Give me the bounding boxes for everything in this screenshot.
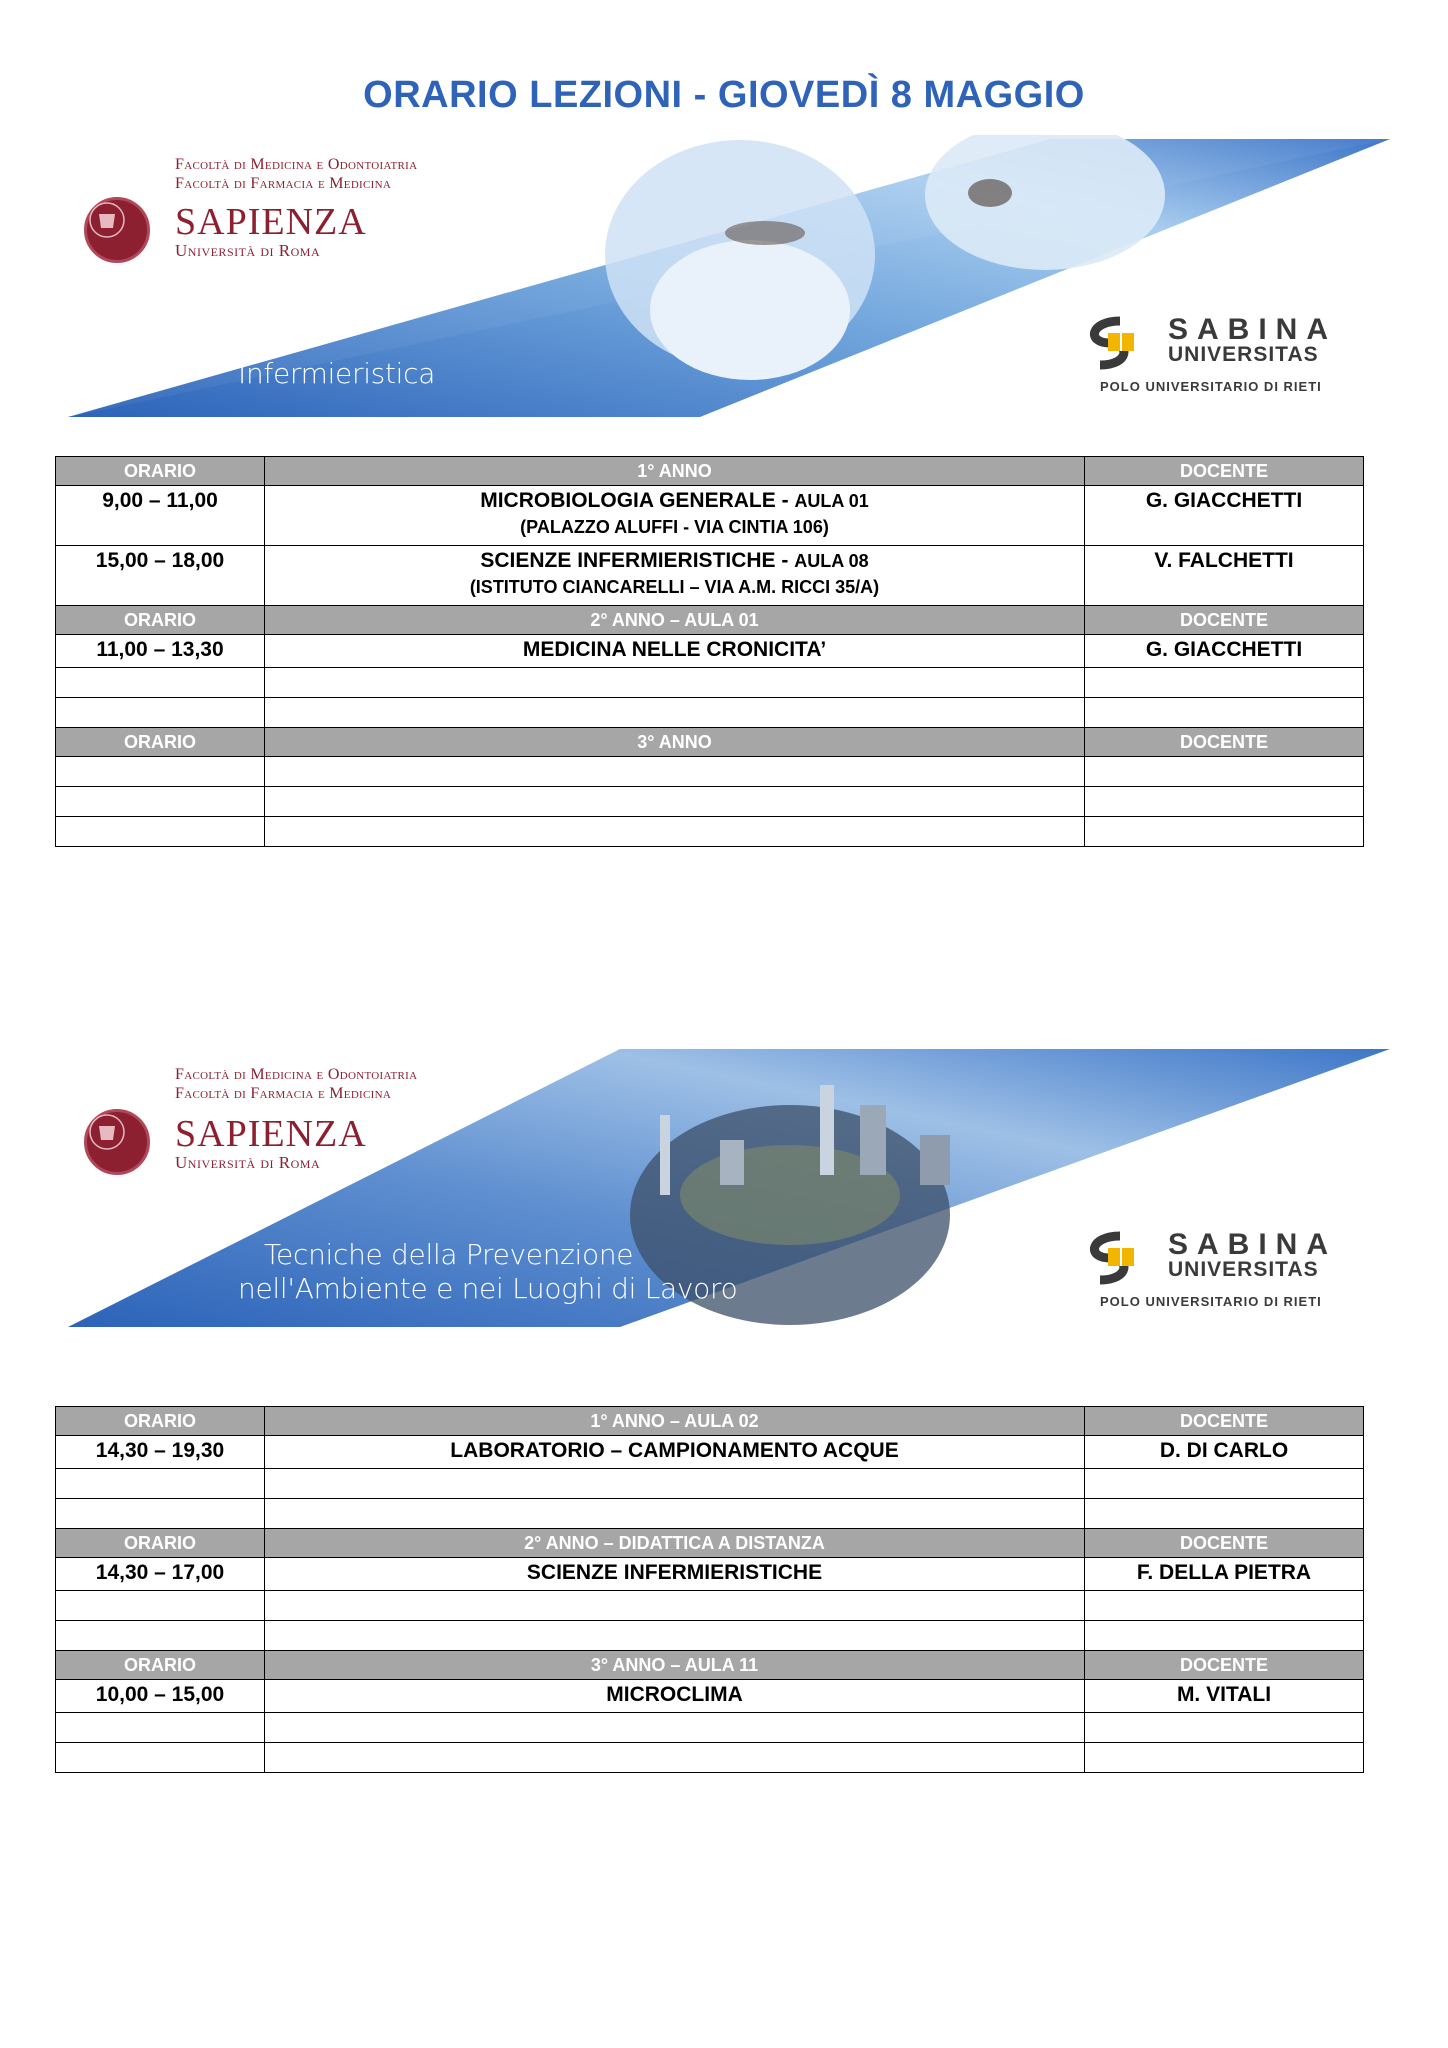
- header-orario: ORARIO: [56, 457, 265, 486]
- faculty-line-1: Facoltà di Medicina e Odontoiatria: [175, 156, 418, 173]
- course-line-2: nell'Ambiente e nei Luoghi di Lavoro: [238, 1272, 738, 1305]
- table-header-row: [56, 1651, 1364, 1680]
- sabina-subtitle: UNIVERSITAS: [1168, 343, 1319, 366]
- table-row: [56, 1558, 1364, 1591]
- table-row: [56, 1436, 1364, 1469]
- table-header-row: [56, 728, 1364, 757]
- table-header-row: [56, 606, 1364, 635]
- empty-row: [56, 1713, 1364, 1743]
- course-line-1: Infermieristica: [238, 357, 436, 390]
- sapienza-subtitle: Università di Roma: [175, 241, 321, 260]
- empty-row: [56, 1743, 1364, 1773]
- course-name: [238, 1238, 737, 1306]
- cell-time: 11,00 – 13,30: [56, 635, 265, 668]
- faculty-names: [175, 155, 417, 193]
- cell-course: [265, 486, 1085, 546]
- table-header-row: [56, 457, 1364, 486]
- header-orario: ORARIO: [56, 1651, 265, 1680]
- header-orario: ORARIO: [56, 728, 265, 757]
- header-year: 2° ANNO – AULA 01: [265, 606, 1085, 635]
- faculty-line-2: Facoltà di Farmacia e Medicina: [175, 1085, 392, 1102]
- empty-row: [56, 698, 1364, 728]
- course-title: SCIENZE INFERMIERISTICHE -: [480, 549, 789, 572]
- schedule-table-infermieristica: [55, 456, 1364, 847]
- table-row: [56, 546, 1364, 606]
- faculty-line-1: Facoltà di Medicina e Odontoiatria: [175, 1066, 418, 1083]
- banner-infermieristica: [60, 135, 1400, 421]
- header-orario: ORARIO: [56, 1407, 265, 1436]
- cell-teacher: D. DI CARLO: [1085, 1436, 1364, 1469]
- cell-teacher: M. VITALI: [1085, 1680, 1364, 1713]
- header-orario: ORARIO: [56, 1529, 265, 1558]
- header-orario: ORARIO: [56, 606, 265, 635]
- schedule-table-tecniche-prevenzione: [55, 1406, 1364, 1773]
- cell-course: MEDICINA NELLE CRONICITA’: [265, 635, 1085, 668]
- cell-teacher: G. GIACCHETTI: [1085, 635, 1364, 668]
- table-header-row: [56, 1529, 1364, 1558]
- cell-teacher: G. GIACCHETTI: [1085, 486, 1364, 546]
- table-row: [56, 486, 1364, 546]
- table-header-row: [56, 1407, 1364, 1436]
- course-location: (ISTITUTO CIANCARELLI – VIA A.M. RICCI 35/A): [469, 577, 880, 597]
- cell-teacher: V. FALCHETTI: [1085, 546, 1364, 606]
- cell-teacher: F. DELLA PIETRA: [1085, 1558, 1364, 1591]
- empty-row: [56, 1469, 1364, 1499]
- sabina-name: SABINA: [1168, 313, 1338, 346]
- empty-row: [56, 1591, 1364, 1621]
- empty-row: [56, 817, 1364, 847]
- page-title: ORARIO LEZIONI - GIOVEDÌ 8 MAGGIO: [363, 74, 1085, 116]
- cell-time: 9,00 – 11,00: [56, 486, 265, 546]
- sapienza-seal-icon: [84, 1109, 150, 1175]
- course-title: MICROBIOLOGIA GENERALE -: [480, 489, 789, 512]
- empty-row: [56, 1621, 1364, 1651]
- sapienza-name: SAPIENZA: [175, 1113, 367, 1155]
- empty-row: [56, 1499, 1364, 1529]
- header-year: 3° ANNO – AULA 11: [265, 1651, 1085, 1680]
- cell-time: 14,30 – 17,00: [56, 1558, 265, 1591]
- sapienza-subtitle: Università di Roma: [175, 1153, 321, 1172]
- faculty-line-2: Facoltà di Farmacia e Medicina: [175, 175, 392, 192]
- table-row: [56, 635, 1364, 668]
- cell-course: [265, 546, 1085, 606]
- empty-row: [56, 787, 1364, 817]
- course-location: (PALAZZO ALUFFI - VIA CINTIA 106): [520, 517, 829, 537]
- cell-time: 10,00 – 15,00: [56, 1680, 265, 1713]
- header-docente: DOCENTE: [1085, 457, 1364, 486]
- header-year: 1° ANNO – AULA 02: [265, 1407, 1085, 1436]
- cell-course: SCIENZE INFERMIERISTICHE: [265, 1558, 1085, 1591]
- table-row: [56, 1680, 1364, 1713]
- sabina-book-icon: [1080, 313, 1160, 373]
- cell-course: LABORATORIO – CAMPIONAMENTO ACQUE: [265, 1436, 1085, 1469]
- empty-row: [56, 757, 1364, 787]
- header-year: 1° ANNO: [265, 457, 1085, 486]
- header-docente: DOCENTE: [1085, 728, 1364, 757]
- sabina-polo: POLO UNIVERSITARIO DI RIETI: [1100, 1294, 1322, 1309]
- header-docente: DOCENTE: [1085, 1407, 1364, 1436]
- course-aula: AULA 08: [794, 551, 869, 571]
- course-name: [238, 357, 435, 391]
- header-year: 3° ANNO: [265, 728, 1085, 757]
- header-docente: DOCENTE: [1085, 1529, 1364, 1558]
- course-aula: AULA 01: [794, 491, 869, 511]
- header-docente: DOCENTE: [1085, 606, 1364, 635]
- sabina-name: SABINA: [1168, 1228, 1338, 1261]
- header-docente: DOCENTE: [1085, 1651, 1364, 1680]
- faculty-names: [175, 1065, 417, 1103]
- course-line-1: Tecniche della Prevenzione: [264, 1238, 634, 1271]
- cell-time: 14,30 – 19,30: [56, 1436, 265, 1469]
- banner-tecniche-prevenzione: [60, 1045, 1400, 1331]
- empty-row: [56, 668, 1364, 698]
- cell-course: MICROCLIMA: [265, 1680, 1085, 1713]
- sapienza-seal-icon: [84, 197, 150, 263]
- header-year: 2° ANNO – DIDATTICA A DISTANZA: [265, 1529, 1085, 1558]
- sapienza-name: SAPIENZA: [175, 201, 367, 243]
- sabina-subtitle: UNIVERSITAS: [1168, 1258, 1319, 1281]
- cell-time: 15,00 – 18,00: [56, 546, 265, 606]
- sabina-book-icon: [1080, 1228, 1160, 1288]
- sabina-polo: POLO UNIVERSITARIO DI RIETI: [1100, 379, 1322, 394]
